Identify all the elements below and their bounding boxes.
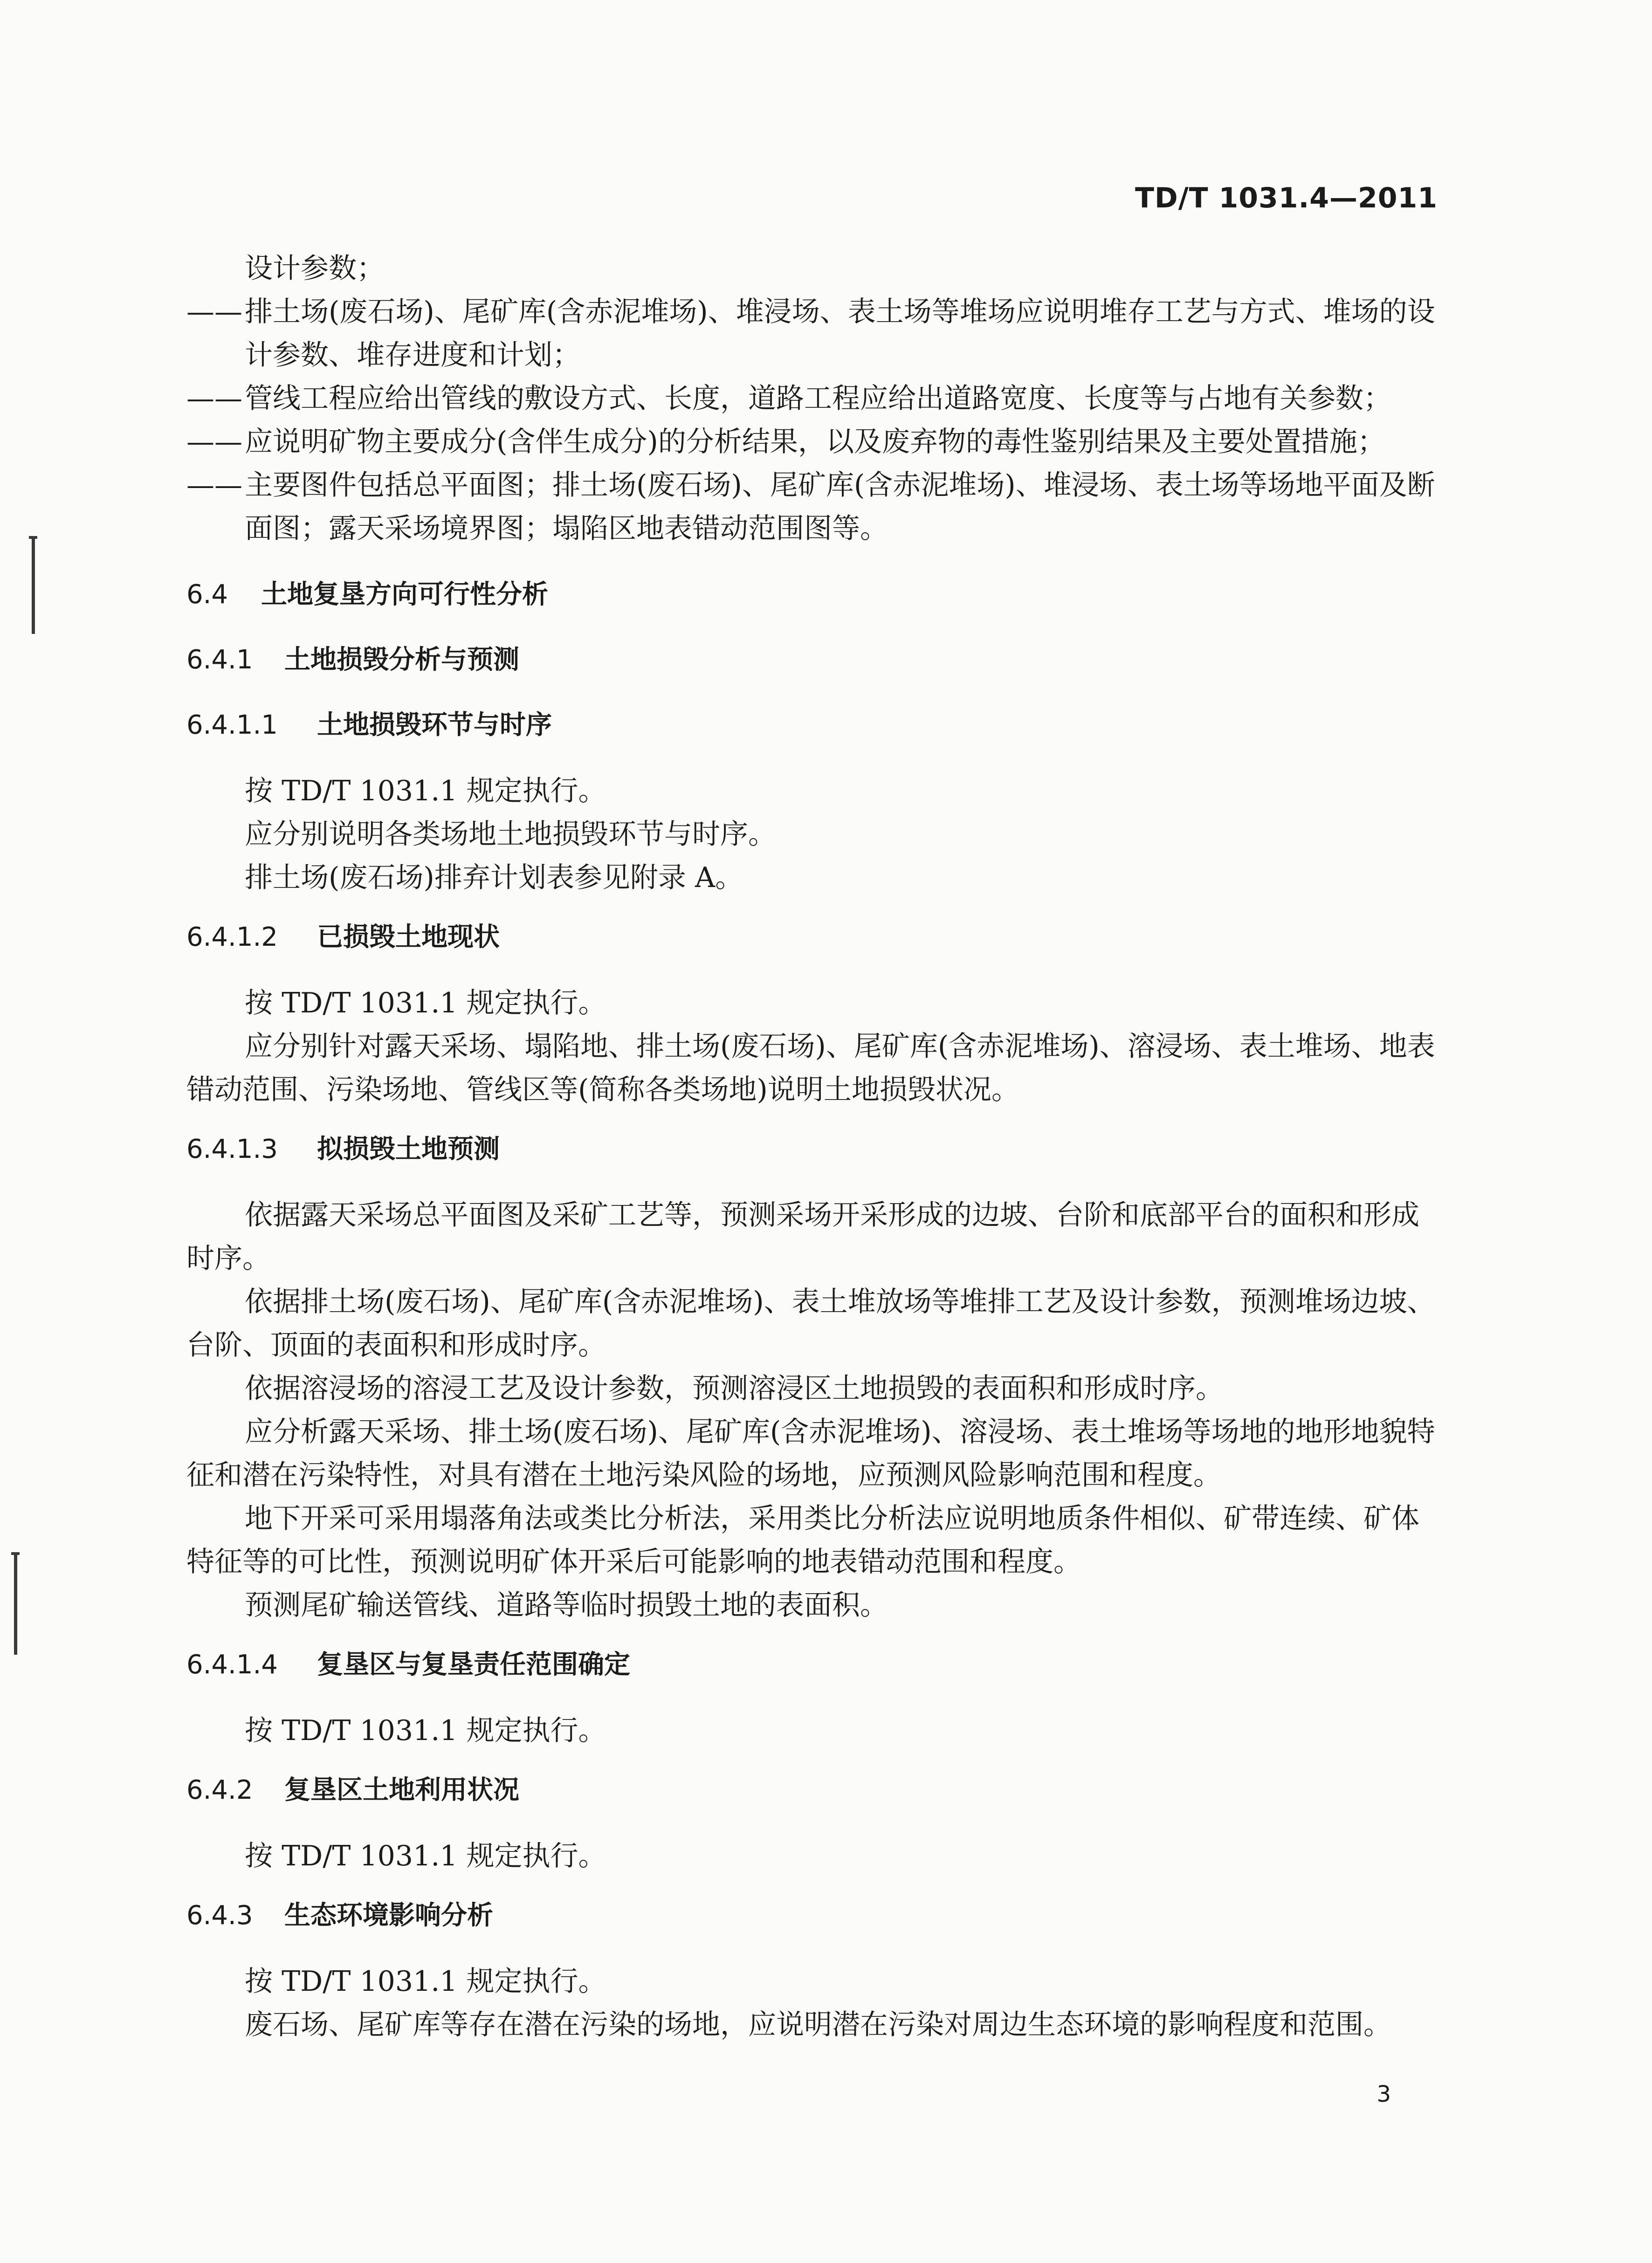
dash-item: ——主要图件包括总平面图；排土场(废石场)、尾矿库(含赤泥堆场)、堆浸场、表土场等场地平面及断面图；露天采场境界图；塌陷区地表错动范围图等。 [186, 464, 1436, 550]
paragraph: 地下开采可采用塌落角法或类比分析法，采用类比分析法应说明地质条件相似、矿带连续、矿体特征等的可比性，预测说明矿体开采后可能影响的地表错动范围和程度。 [186, 1502, 1419, 1578]
section-title: 拟损毁土地预测 [317, 1134, 500, 1164]
paragraph: 按 TD/T 1031.1 规定执行。 [245, 987, 606, 1019]
section-number: 6.4.2 [186, 1775, 253, 1805]
section-title: 土地损毁分析与预测 [284, 645, 519, 675]
section-heading [186, 639, 1436, 681]
binder-mark-top [32, 536, 35, 634]
paragraph: 预测尾矿输送管线、道路等临时损毁土地的表面积。 [245, 1589, 888, 1622]
section-number: 6.4.1.3 [186, 1134, 278, 1164]
standard-code: TD/T 1031.4—2011 [1135, 182, 1438, 214]
paragraph: 应分析露天采场、排土场(废石场)、尾矿库(含赤泥堆场)、溶浸场、表土堆场等场地的地形地貌特征和潜在污染特性，对具有潜在土地污染风险的场地，应预测风险影响范围和程度。 [186, 1416, 1435, 1492]
section-title: 复垦区与复垦责任范围确定 [317, 1650, 630, 1680]
dash-mark: —— [186, 469, 242, 502]
document-body [186, 247, 1436, 2047]
section-number: 6.4.1.4 [186, 1650, 278, 1680]
section-title: 土地损毁环节与时序 [317, 710, 552, 740]
paragraph: 依据排土场(废石场)、尾矿库(含赤泥堆场)、表土堆放场等堆排工艺及设计参数，预测堆场边坡、台阶、顶面的表面积和形成时序。 [186, 1286, 1435, 1362]
paragraph: 排土场(废石场)排弃计划表参见附录 A。 [245, 861, 743, 894]
intro-line: 设计参数； [245, 252, 385, 285]
page-number: 3 [1377, 2081, 1391, 2107]
paragraph: 按 TD/T 1031.1 规定执行。 [245, 1965, 606, 1998]
dash-item: ——应说明矿物主要成分(含伴生成分)的分析结果，以及废弃物的毒性鉴别结果及主要处置措施； [186, 420, 1436, 464]
paragraph: 按 TD/T 1031.1 规定执行。 [245, 775, 606, 807]
section-heading [186, 1128, 1436, 1170]
section-heading [186, 1895, 1436, 1937]
paragraph: 依据露天采场总平面图及采矿工艺等，预测采场开采形成的边坡、台阶和底部平台的面积和形成时序。 [186, 1199, 1419, 1275]
paragraph: 废石场、尾矿库等存在潜在污染的场地，应说明潜在污染对周边生态环境的影响程度和范围。 [245, 2008, 1391, 2041]
section-number: 6.4.1.1 [186, 710, 278, 740]
paragraph: 按 TD/T 1031.1 规定执行。 [245, 1840, 606, 1872]
dash-item: ——管线工程应给出管线的敷设方式、长度，道路工程应给出道路宽度、长度等与占地有关参数； [186, 377, 1436, 420]
section-title: 生态环境影响分析 [284, 1900, 493, 1931]
paragraph: 按 TD/T 1031.1 规定执行。 [245, 1714, 606, 1747]
dash-mark: —— [186, 426, 242, 458]
section-heading [186, 574, 1436, 616]
paragraph: 依据溶浸场的溶浸工艺及设计参数，预测溶浸区土地损毁的表面积和形成时序。 [245, 1372, 1224, 1405]
paragraph: 应分别说明各类场地土地损毁环节与时序。 [245, 818, 776, 851]
section-number: 6.4 [186, 579, 228, 610]
binder-mark-bottom [14, 1552, 17, 1655]
section-title: 复垦区土地利用状况 [284, 1775, 519, 1805]
dash-item: ——排土场(废石场)、尾矿库(含赤泥堆场)、堆浸场、表土场等堆场应说明堆存工艺与方式、堆场的设计参数、堆存进度和计划； [186, 290, 1436, 377]
section-title: 土地复垦方向可行性分析 [261, 579, 548, 610]
section-number: 6.4.1 [186, 645, 253, 675]
section-heading [186, 704, 1436, 746]
paragraph: 应分别针对露天采场、塌陷地、排土场(废石场)、尾矿库(含赤泥堆场)、溶浸场、表土堆场、地表错动范围、污染场地、管线区等(简称各类场地)说明土地损毁状况。 [186, 1030, 1435, 1106]
section-number: 6.4.3 [186, 1900, 253, 1931]
section-heading [186, 916, 1436, 958]
section-heading [186, 1644, 1436, 1686]
dash-mark: —— [186, 296, 242, 328]
section-heading [186, 1769, 1436, 1811]
section-number: 6.4.1.2 [186, 922, 278, 952]
section-title: 已损毁土地现状 [317, 922, 500, 952]
dash-mark: —— [186, 382, 242, 415]
